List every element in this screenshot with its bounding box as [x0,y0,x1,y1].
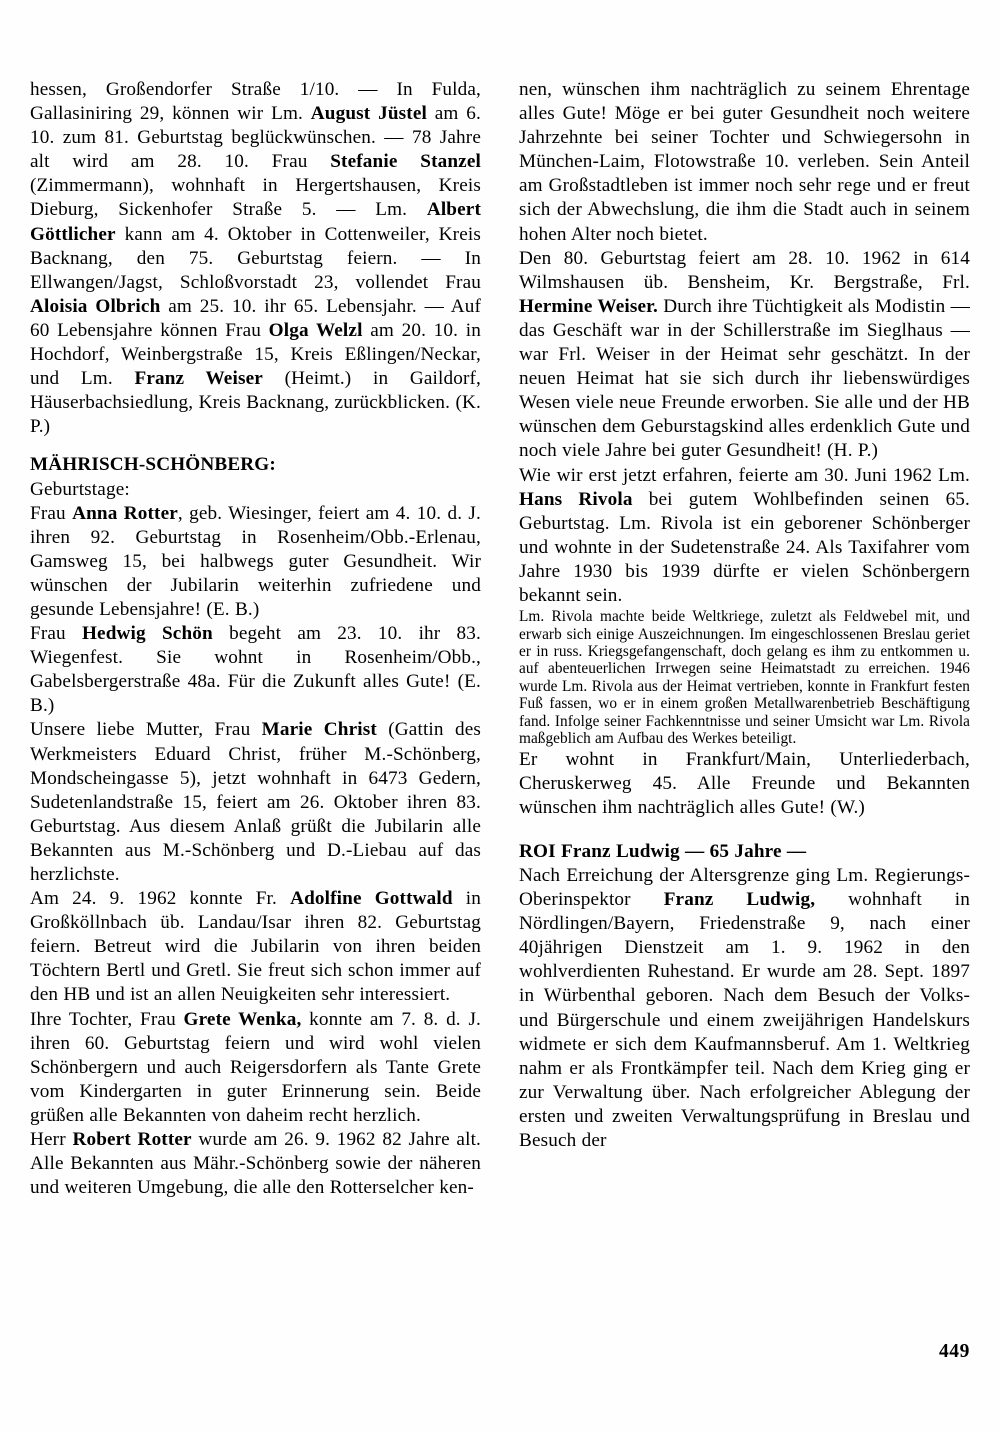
body-paragraph: Frau Anna Rotter, geb. Wiesinger, feiert am 4. 10. d. J. ihren 92. Geburtstag in Rosenheim/Obb.-Erlenau, Gamsweg 15, bei halbwegs guter Gesundheit. Wir wünschen der Jubilarin weiterhin zufriedene und gesunde Lebensjahre! (E. B.) [30,502,481,620]
body-paragraph: Herr Robert Rotter wurde am 26. 9. 1962 82 Jahre alt. Alle Bekannten aus Mähr.-Schönberg sowie der näheren und weiteren Umgebung, die alle den Rotterselcher ken- [30,1129,482,1199]
emphasis-name: Franz Ludwig, [663,889,816,911]
emphasis-name: Marie Christ [261,719,377,741]
emphasis-name: Franz Weiser [134,368,263,390]
body-paragraph: Frau Hedwig Schön begeht am 23. 10. ihr 83. Wiegenfest. Sie wohnt in Rosenheim/Obb., Gabelsbergerstraße 48a. Für die Zukunft alles Gute! (E. B.) [30,623,481,717]
emphasis-name: Aloisia Olbrich [30,295,161,317]
emphasis-name: Olga Welzl [268,319,363,341]
paragraph-spacer [30,439,481,453]
body-paragraph: Am 24. 9. 1962 konnte Fr. Adolfine Gottwald in Großköllnbach üb. Landau/Isar ihren 82. Geburtstag feiern. Betreut wird die Jubilarin von ihren beiden Töchtern Bertl und Gretl. Sie freut sich schon immer auf den HB und ist an allen Neuigkeiten sehr interessiert. [30,888,481,1006]
body-paragraph: Nach Erreichung der Altersgrenze ging Lm. Regierungs-Oberinspektor Franz Ludwig, wohnhaft in Nördlingen/Bayern, Friedenstraße 9, nach einer 40jährigen Dienstzeit am 1. 9. 1962 in den wohlverdienten Ruhestand. Er wurde am 28. Sept. 1897 in Würbenthal geboren. Nach dem Besuch der Volks- und Bürgerschule und einem zweijährigen Handelskurs widmete er sich dem Kaufmannsberuf. Am 1. Weltkrieg nahm er als Frontkämpfer teil. Nach dem Krieg ging er zur Verwaltung über. Nach erfolgreicher Ablegung der ersten und zweiten Verwaltungsprüfung in Breslau und Besuch der [519,864,970,1151]
emphasis-name: Anna Rotter [72,502,178,524]
paragraph-spacer [519,820,970,840]
emphasis-name: Grete Wenka, [183,1008,302,1030]
emphasis-name: Hermine Weiser. [519,295,658,317]
body-paragraph: Ihre Tochter, Frau Grete Wenka, konnte am 7. 8. d. J. ihren 60. Geburtstag feiern und wird wohl vielen Schönbergern und auch Reigersdorfern als Tante Grete vom Kindergarten in guter Erinnerung sein. Beide grüßen alle Bekannten von daheim recht herzlich. [30,1008,482,1126]
body-paragraph: Wie wir erst jetzt erfahren, feierte am 30. Juni 1962 Lm. Hans Rivola bei gutem Wohlbefinden seinen 65. Geburtstag. Lm. Rivola ist ein geborener Schönberger und wohnte in der Sudetenstraße 24. Als Taxifahrer vom Jahre 1930 bis 1939 dürfte er vielen Schönbergern bekannt sein. [519,464,970,606]
section-subheading: Geburtstage: [30,478,130,500]
body-paragraph: Unsere liebe Mutter, Frau Marie Christ (Gattin des Werkmeisters Eduard Christ, früher M.-Schönberg, Mondscheingasse 5), jetzt wohnhaft in 6473 Gedern, Sudetenlandstraße 15, feiert am 26. Oktober ihren 83. Geburtstag. Aus diesem Anlaß grüßt die Jubilarin alle Bekannten aus M.-Schönberg und D.-Liebau auf das herzlichste. [30,719,481,885]
emphasis-name: Robert Rotter [72,1129,192,1151]
right-text-column [519,78,970,1200]
body-paragraph: Er wohnt in Frankfurt/Main, Unterliederbach, Cheruskerweg 45. Alle Freunde und Bekannten wünschen ihm nachträglich alles Gute! (W.) [519,748,970,818]
article-heading: ROI Franz Ludwig — 65 Jahre — [519,840,807,862]
emphasis-name: Adolfine Gottwald [290,888,453,910]
page-number: 449 [938,1341,970,1362]
emphasis-name: Hans Rivola [519,488,633,510]
body-paragraph: nen, wünschen ihm nachträglich zu seinem Ehrentage alles Gute! Möge er bei guter Gesundheit noch weitere Jahrzehnte bei seiner Tochter und Schwiegersohn in München-Laim, Flotowstraße 10. verleben. Sein Anteil am Großstadtleben ist immer noch sehr rege und er freut sich der Abwechslung, die ihm die Stadt auch in seinem hohen Alter noch bietet. [519,79,970,245]
section-heading: MÄHRISCH-SCHÖNBERG: [30,454,276,476]
left-text-column [30,78,481,1200]
emphasis-name: August Jüstel [310,103,427,125]
two-column-layout [30,78,970,1200]
emphasis-name: Hedwig Schön [81,623,213,645]
body-paragraph: hessen, Großendorfer Straße 1/10. — In Fulda, Gallasiniring 29, können wir Lm. August Jüstel am 6. 10. zum 81. Geburtstag beglückwünschen. — 78 Jahre alt wird am 28. 10. Frau Stefanie Stanzel (Zimmermann), wohnhaft in Hergertshausen, Kreis Dieburg, Sickenhofer Straße 5. — Lm. Albert Göttlicher kann am 4. Oktober in Cottenweiler, Kreis Backnang, den 75. Geburtstag feiern. — In Ellwangen/Jagst, Schloßvorstadt 23, vollendet Frau Aloisia Olbrich am 25. 10. ihr 65. Lebensjahr. — Auf 60 Lebensjahre können Frau Olga Welzl am 20. 10. in Hochdorf, Weinbergstraße 15, Kreis Eßlingen/Neckar, und Lm. Franz Weiser (Heimt.) in Gaildorf, Häuserbachsiedlung, Kreis Backnang, zurückblicken. (K. P.) [30,79,482,438]
emphasis-name: Albert Göttlicher [30,199,481,245]
body-paragraph: Den 80. Geburtstag feiert am 28. 10. 1962 in 614 Wilmshausen üb. Bensheim, Kr. Bergstraße, Frl. Hermine Weiser. Durch ihre Tüchtigkeit als Modistin — das Geschäft war in der Schillerstraße im Sieglhaus — war Frl. Weiser in der Heimat sehr geschätzt. In der neuen Heimat hat sie sich durch ihr liebenswürdiges Wesen viele neue Freunde erworben. Sie alle und der HB wünschen dem Geburstagskind alles erdenklich Gute und noch viele Jahre bei guter Gesundheit! (H. P.) [519,247,970,462]
emphasis-name: Stefanie Stanzel [330,151,481,173]
body-paragraph-small: Lm. Rivola machte beide Weltkriege, zuletzt als Feldwebel mit, und erwarb sich einige Auszeichnungen. Im eingeschlossenen Breslau geriet er in russ. Kriegsgefangenschaft, doch gelang es ihm zu entkommen u. auf abenteuerlichen Irrwegen seine Heimatstadt zu erreichen. 1946 wurde Lm. Rivola aus der Heimat vertrieben, konnte in Frankfurt festen Fuß fassen, wo er in einem großen Metallwarenbetrieb Beschäftigung fand. Infolge seiner Fachkenntnisse und seiner Umsicht war Lm. Rivola maßgeblich am Aufbau des Werkes beteiligt. [519,608,970,748]
